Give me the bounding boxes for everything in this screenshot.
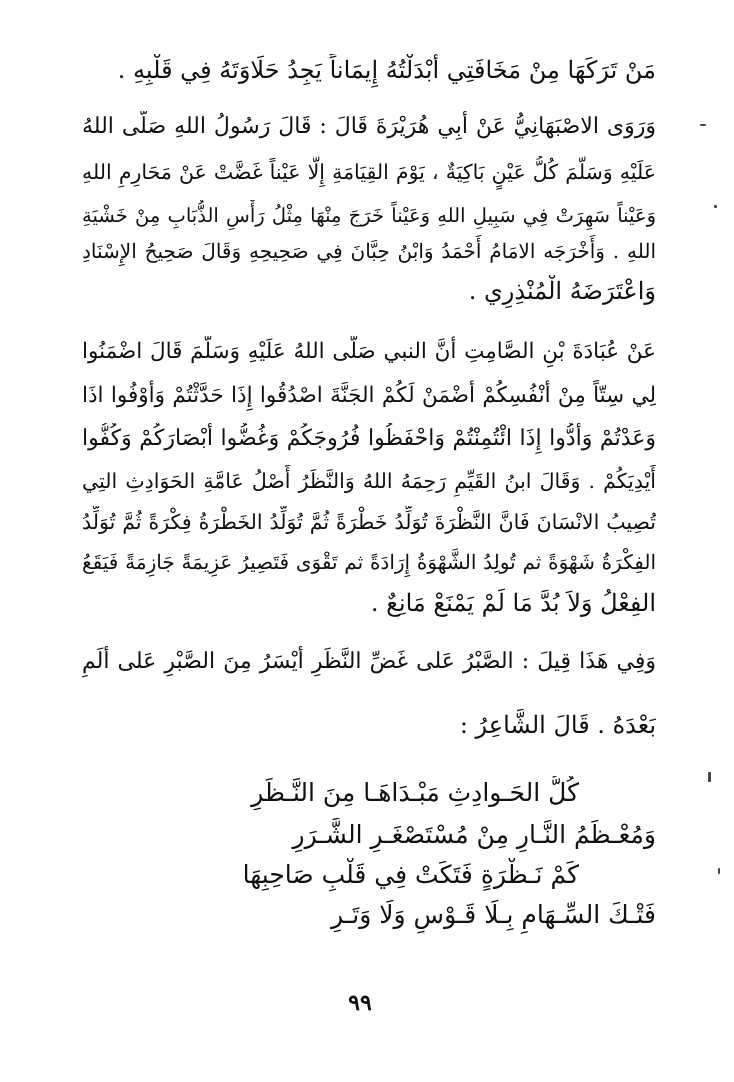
poem-verse: فَتْـكَ السِّـهَامِ بِـلَا قَـوْسٍ وَلَا وَتَـرِ — [331, 900, 656, 929]
poem-verse: كَمْ نَـظْرَةٍ فَتَكَتْ فِي قَلْبِ صَاحِبِهَا — [242, 860, 579, 889]
poem-verse: وَمُعْـظَمُ النَّـارِ مِنْ مُسْتَصْغَـرِ الشَّـرَرِ — [292, 820, 656, 849]
page-number: ٩٩ — [348, 990, 372, 1016]
text-line: عَلَيْهِ وَسَلَّمَ كُلُّ عَيْنٍ بَاكِيَةٌ ، يَوْمَ القِيَامَةِ إِلَّا عَيْناً غَضَّتْ عَنْ مَحَارِمِ اللهِ — [82, 160, 656, 184]
text-line: تُصِيبُ الانْسَانَ فَانَّ النَّظْرَةَ تُوَلِّدُ خَطْرَةً ثُمَّ تُوَلِّدُ الخَطْرَةُ فِكْرَةً ثُمَّ تُوَلِّدُ — [82, 510, 656, 534]
text-line: أَيْدِيَكُمْ . وَقَالَ ابنُ القَيِّمِ رَحِمَهُ اللهُ وَالنَّظَرُ أَصْلُ عَامَّةِ الحَوَادِثِ التِي — [82, 469, 656, 493]
text-line: بَعْدَهُ . قَالَ الشَّاعِرُ : — [459, 711, 656, 739]
text-line: عَنْ عُبَادَةَ بْنِ الصَّامِتِ أَنَّ النبي صَلَّى اللهُ عَلَيْهِ وَسَلَّمَ قَالَ اضْمَنُوا — [82, 339, 656, 364]
text-line: الفِعْلُ وَلاَ بُدَّ مَا لَمْ يَمْنَعْ مَانِعٌ . — [370, 589, 656, 617]
text-line: لِي سِتّاً مِنْ أَنْفُسِكُمْ أَضْمَنْ لَكُمْ الجَنَّةَ اصْدُقُوا إِذَا حَدَّثْتُمْ وَأَوْفُوا اذَا — [82, 383, 656, 408]
scan-speck — [714, 205, 717, 208]
text-line: وَعَدْتُمْ وَأَدُّوا إِذَا ائْتُمِنْتُمْ وَاحْفَظُوا فُرُوجَكُمْ وَغُضُّوا أَبْصَارَكُمْ وَكُفُّوا — [82, 426, 656, 451]
poem-verse: كُلُّ الحَـوادِثِ مَبْـدَاهَـا مِنَ النَّـظَرِ — [251, 778, 579, 807]
text-line: وَاعْتَرَضَهُ الْمُنْذِرِي . — [468, 277, 656, 305]
scan-speck — [700, 124, 706, 126]
text-line: مَنْ تَرَكَهَا مِنْ مَخَافَتِي أَبْدَلْتُهُ إِيمَاناً يَجِدُ حَلَاوَتَهُ فِي قَلْبِهِ . — [117, 56, 656, 84]
text-line: اللهِ . وَأَخْرَجَه الامَامُ أَحْمَدُ وَابْنُ حِبَّانَ فِي صَحِيحِهِ وَقَالَ صَحِيحُ الإِسْنَادِ — [82, 239, 656, 263]
scan-speck — [718, 868, 720, 874]
text-line: وَعَيْناً سَهِرَتْ فِي سَبِيلِ اللهِ وَعَيْناً خَرَجَ مِنْهَا مِثْلُ رَأْسِ الذُّبَابِ مِنْ خَشْيَةِ — [82, 204, 656, 227]
scan-speck — [708, 772, 711, 782]
text-line: الفِكْرَةُ شَهْوَةً ثم تُولِدُ الشَّهْوَةُ إِرَادَةً ثم تَقْوَى فَتَصِيرُ عَزِيمَةً جَازِمَةً فَيَقَعُ — [82, 550, 656, 574]
text-line: وَرَوَى الاصْبَهَانِيُّ عَنْ أَبِي هُرَيْرَةَ قَالَ : قَالَ رَسُولُ اللهِ صَلَّى اللهُ — [82, 114, 656, 139]
text-line: وَفِي هَذَا قِيلَ : الصَّبْرُ عَلى غَضِّ النَّظَرِ أَيْسَرُ مِنَ الصَّبْرِ عَلى أَلَمِ — [82, 649, 656, 674]
